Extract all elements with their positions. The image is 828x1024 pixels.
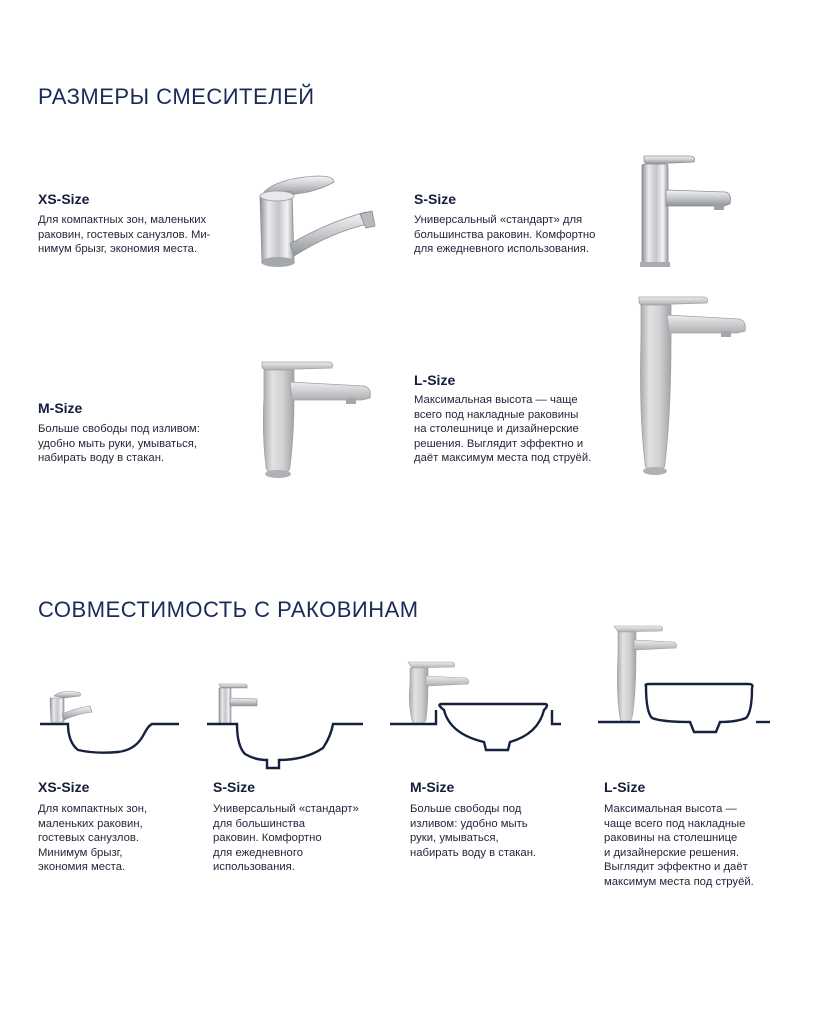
compat-l-title: L-Size xyxy=(604,779,646,795)
compat-s-description: Универсальный «стандарт» для большинства раковин. Комфортно для ежедневного использования. xyxy=(213,803,359,874)
l-sink-diagram xyxy=(596,622,772,740)
s-size-title: S-Size xyxy=(414,191,457,207)
m-sink-diagram xyxy=(388,658,563,758)
sizes-heading: РАЗМЕРЫ СМЕСИТЕЛЕЙ xyxy=(38,84,315,109)
compat-m-title: M-Size xyxy=(410,779,455,795)
xs-size-title: XS-Size xyxy=(38,191,90,207)
s-sink-diagram xyxy=(205,680,365,775)
compat-xs-description: Для компактных зон, маленьких раковин, гостевых санузлов. Минимум брызг, экономия места. xyxy=(38,803,148,874)
m-size-title: M-Size xyxy=(38,400,83,416)
xs-faucet-image xyxy=(248,170,383,275)
compat-xs-title: XS-Size xyxy=(38,779,90,795)
m-size-description: Больше свободы под изливом: удобно мыть руки, умываться, набирать воду в стакан. xyxy=(38,423,200,465)
l-size-description: Максимальная высота — чаще всего под накладные раковины на столешнице и дизайнерские решения. Выглядит эффектно и даёт максимум места под струёй. xyxy=(414,394,592,465)
l-faucet-image xyxy=(625,293,750,478)
compat-l-description: Максимальная высота — чаще всего под накладные раковины на столешнице и дизайнерские решения. Выглядит эффектно и даёт максимум места под струёй. xyxy=(604,803,754,888)
compat-m-description: Больше свободы под изливом: удобно мыть руки, умываться, набирать воду в стакан. xyxy=(410,803,537,859)
l-size-title: L-Size xyxy=(414,372,456,388)
xs-sink-diagram xyxy=(38,688,183,768)
xs-size-description: Для компактных зон, маленьких раковин, гостевых санузлов. Ми- нимум брызг, экономия места. xyxy=(38,214,211,256)
compat-s-title: S-Size xyxy=(213,779,256,795)
m-faucet-image xyxy=(250,356,380,481)
compatibility-heading: СОВМЕСТИМОСТЬ С РАКОВИНАМ xyxy=(38,597,419,622)
s-faucet-image xyxy=(630,150,735,270)
s-size-description: Универсальный «стандарт» для большинства раковин. Комфортно для ежедневного использования. xyxy=(414,214,596,256)
